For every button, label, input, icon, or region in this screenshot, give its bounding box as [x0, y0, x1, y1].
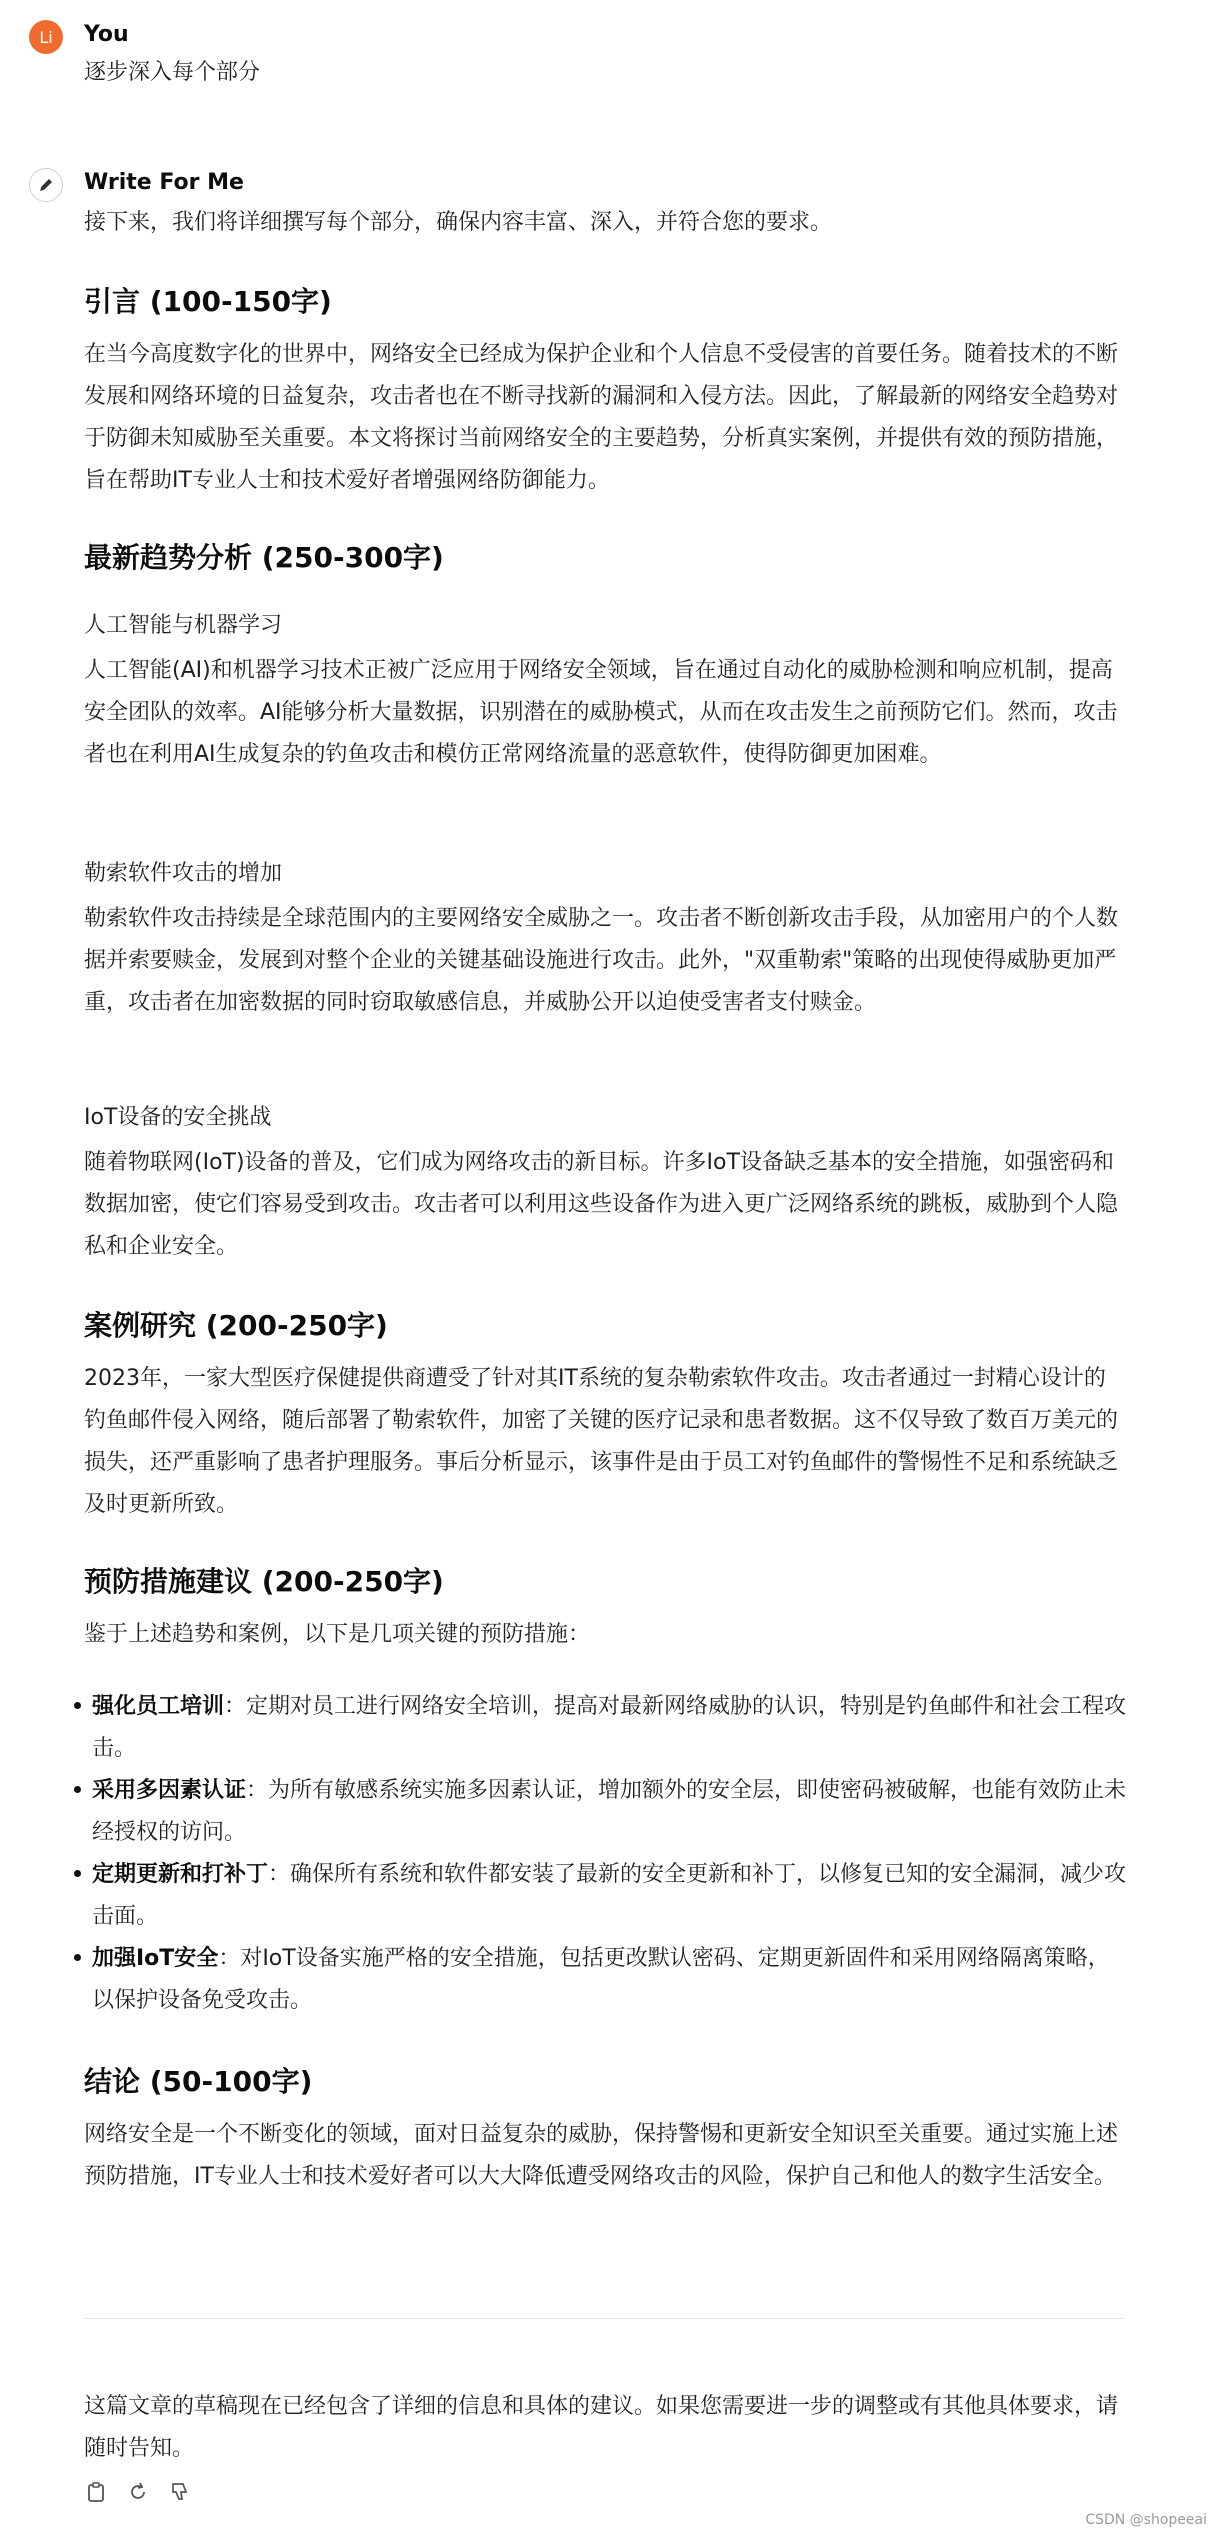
clipboard-icon[interactable]: [84, 2480, 108, 2504]
thumbs-down-icon[interactable]: [168, 2480, 192, 2504]
section-heading-conclusion: 结论 (50-100字): [84, 2065, 313, 2098]
message-actions: [84, 2480, 192, 2504]
prevention-intro: 鉴于上述趋势和案例，以下是几项关键的预防措施：: [84, 1622, 591, 1647]
subheading-ransomware: 勒索软件攻击的增加: [84, 861, 283, 886]
subheading-iot: IoT设备的安全挑战: [84, 1105, 272, 1130]
list-item: 采用多因素认证：为所有敏感系统实施多因素认证，增加额外的安全层，即使密码被破解，也能有效防止未经授权的访问。: [70, 1770, 1130, 1854]
refresh-icon[interactable]: [126, 2480, 150, 2504]
divider: [84, 2318, 1124, 2319]
text-iot: 随着物联网(IoT)设备的普及，它们成为网络攻击的新目标。许多IoT设备缺乏基本的安全措施，如强密码和数据加密，使它们容易受到攻击。攻击者可以利用这些设备作为进入更广泛网络系统的跳板，威胁到个人隐私和企业安全。: [84, 1150, 1119, 1259]
section-heading-trends: 最新趋势分析 (250-300字): [84, 541, 444, 574]
subheading-ai: 人工智能与机器学习: [84, 613, 283, 638]
closing-text: 这篇文章的草稿现在已经包含了详细的信息和具体的建议。如果您需要进一步的调整或有其他具体要求，请随时告知。: [84, 2394, 1119, 2461]
assistant-avatar: [29, 168, 63, 202]
section-text-intro: 在当今高度数字化的世界中，网络安全已经成为保护企业和个人信息不受侵害的首要任务。随着技术的不断发展和网络环境的日益复杂，攻击者也在不断寻找新的漏洞和入侵方法。因此，了解最新的网络安全趋势对于防御未知威胁至关重要。本文将探讨当前网络安全的主要趋势，分析真实案例，并提供有效的预防措施，旨在帮助IT专业人士和技术爱好者增强网络防御能力。: [84, 342, 1119, 493]
user-name: You: [84, 22, 129, 47]
section-heading-prevention: 预防措施建议 (200-250字): [84, 1565, 444, 1598]
section-text-conclusion: 网络安全是一个不断变化的领域，面对日益复杂的威胁，保持警惕和更新安全知识至关重要。通过实施上述预防措施，IT专业人士和技术爱好者可以大大降低遭受网络攻击的风险，保护自己和他人的数字生活安全。: [84, 2122, 1119, 2189]
assistant-name: Write For Me: [84, 170, 244, 195]
prevention-list: [70, 1686, 1130, 2022]
list-item: 定期更新和打补丁：确保所有系统和软件都安装了最新的安全更新和补丁，以修复已知的安全漏洞，减少攻击面。: [70, 1854, 1130, 1938]
list-item: 强化员工培训：定期对员工进行网络安全培训，提高对最新网络威胁的认识，特别是钓鱼邮件和社会工程攻击。: [70, 1686, 1130, 1770]
section-heading-intro: 引言 (100-150字): [84, 285, 332, 318]
section-text-case: 2023年，一家大型医疗保健提供商遭受了针对其IT系统的复杂勒索软件攻击。攻击者通过一封精心设计的钓鱼邮件侵入网络，随后部署了勒索软件，加密了关键的医疗记录和患者数据。这不仅导致了数百万美元的损失，还严重影响了患者护理服务。事后分析显示，该事件是由于员工对钓鱼邮件的警惕性不足和系统缺乏及时更新所致。: [84, 1366, 1119, 1517]
user-message: 逐步深入每个部分: [84, 60, 261, 85]
watermark: CSDN @shopeeai: [1085, 2512, 1207, 2528]
pen-icon: [37, 176, 55, 194]
assistant-intro: 接下来，我们将详细撰写每个部分，确保内容丰富、深入，并符合您的要求。: [84, 210, 833, 235]
section-heading-case: 案例研究 (200-250字): [84, 1309, 388, 1342]
list-item: 加强IoT安全：对IoT设备实施严格的安全措施，包括更改默认密码、定期更新固件和采用网络隔离策略，以保护设备免受攻击。: [70, 1938, 1130, 2022]
user-avatar: Li: [29, 20, 63, 54]
text-ransomware: 勒索软件攻击持续是全球范围内的主要网络安全威胁之一。攻击者不断创新攻击手段，从加密用户的个人数据并索要赎金，发展到对整个企业的关键基础设施进行攻击。此外，"双重勒索"策略的出现使得威胁更加严重，攻击者在加密数据的同时窃取敏感信息，并威胁公开以迫使受害者支付赎金。: [84, 906, 1119, 1015]
text-ai: 人工智能(AI)和机器学习技术正被广泛应用于网络安全领域，旨在通过自动化的威胁检测和响应机制，提高安全团队的效率。AI能够分析大量数据，识别潜在的威胁模式，从而在攻击发生之前预防它们。然而，攻击者也在利用AI生成复杂的钓鱼攻击和模仿正常网络流量的恶意软件，使得防御更加困难。: [84, 658, 1118, 767]
